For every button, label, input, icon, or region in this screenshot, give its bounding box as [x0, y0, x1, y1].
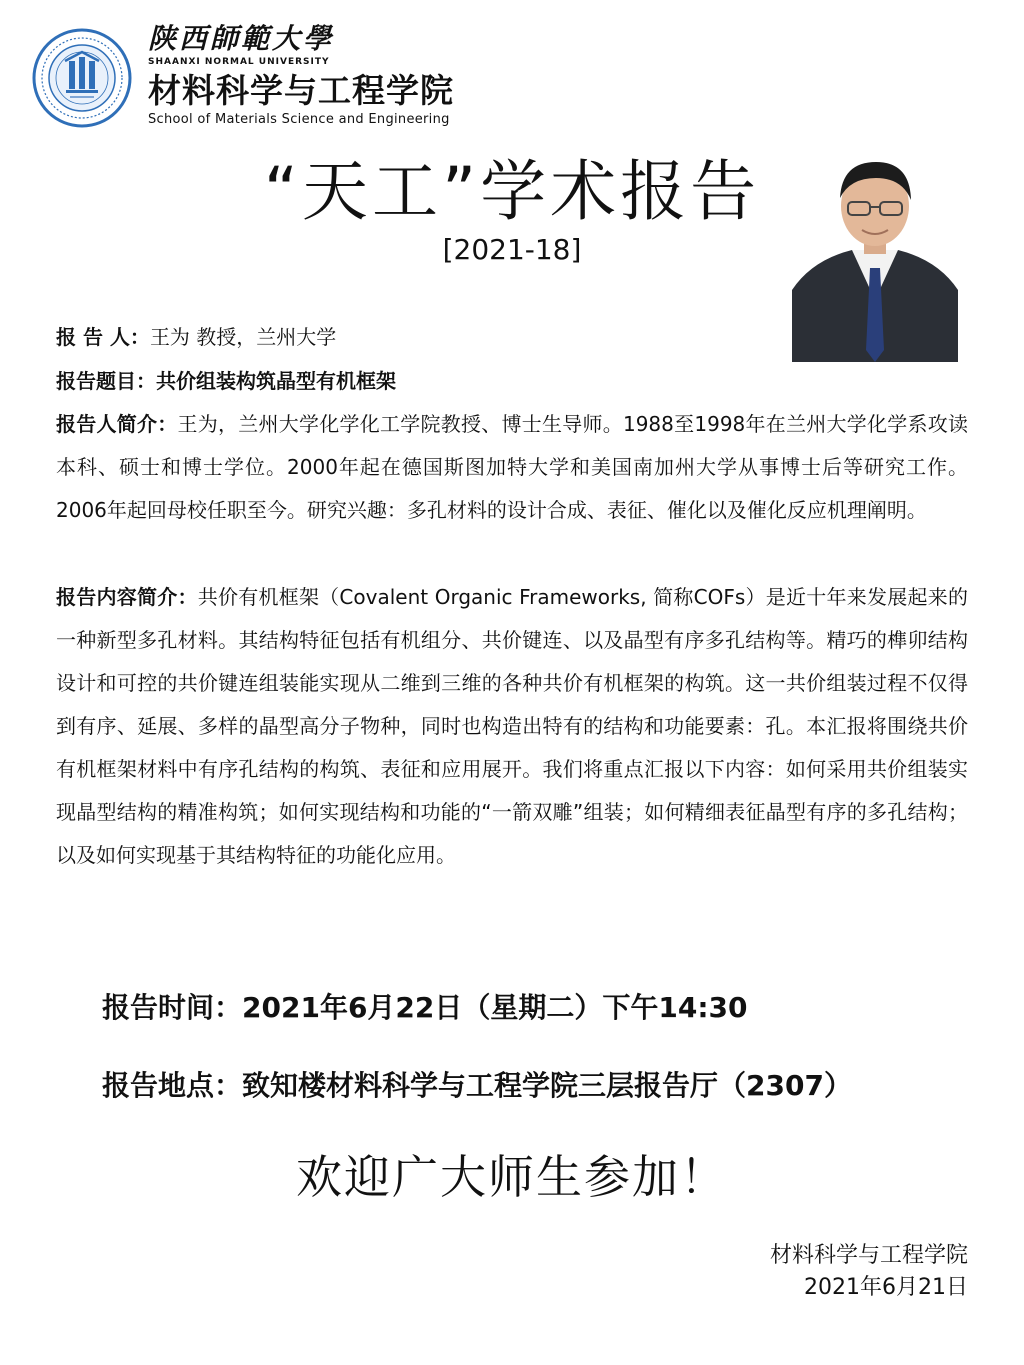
signature-block — [770, 1240, 968, 1304]
school-name-cn: 材料科学与工程学院 — [148, 71, 454, 110]
time-value: 2021年6月22日（星期二）下午14:30 — [242, 991, 748, 1024]
speaker-row — [56, 316, 968, 359]
signature-org: 材料科学与工程学院 — [769, 1243, 968, 1268]
bio-text: 王为，兰州大学化学化工学院教授、博士生导师。1988至1998年在兰州大学化学系攻读本科、硕士和博士学位。2000年起在德国斯图加特大学和美国南加州大学从事博士后等研究工作。2006年起回母校任职至今。研究兴趣：多孔材料的设计合成、表征、催化以及催化反应机理阐明。 — [56, 412, 969, 522]
place-label: 报告地点： — [102, 1069, 243, 1102]
time-label: 报告时间： — [102, 991, 243, 1024]
university-name-cn: 陕西師範大學 — [148, 22, 335, 55]
signature-date: 2021年6月21日 — [804, 1275, 968, 1300]
talk-time — [102, 988, 982, 1028]
speaker-label: 报 告 人： — [56, 325, 150, 349]
welcome-message: 欢迎广大师生参加！ — [296, 1150, 728, 1204]
talk-abstract — [56, 576, 968, 877]
topic-value: 共价组装构筑晶型有机框架 — [156, 369, 396, 393]
abstract-label: 报告内容简介： — [56, 585, 198, 609]
speaker-value: 王为 教授，兰州大学 — [149, 325, 337, 349]
place-value: 致知楼材料科学与工程学院三层报告厅（2307） — [242, 1069, 852, 1102]
abstract-text: 共价有机框架（Covalent Organic Frameworks, 简称COFs）是近十年来发展起来的一种新型多孔材料。其结构特征包括有机组分、共价键连、以及晶型有序多孔结构等。精巧的榫卯结构设计和可控的共价键连组装能实现从二维到三维的各种共价有机框架的构筑。这一共价组装过程不仅得到有序、延展、多样的晶型高分子物种，同时也构造出特有的结构和功能要素：孔。本汇报将围绕共价有机框架材料中有序孔结构的构筑、表征和应用展开。我们将重点汇报以下内容：如何采用共价组装实现晶型结构的精准构筑；如何实现结构和功能的“一箭双雕”组装；如何精细表征晶型有序的多孔结构；以及如何实现基于其结构特征的功能化应用。 — [56, 585, 968, 867]
topic-label: 报告题目： — [56, 369, 156, 393]
issue-number: [2021-18] — [442, 233, 582, 266]
topic-row — [56, 360, 968, 403]
logo-text-block — [148, 22, 454, 128]
bio-label: 报告人简介： — [56, 412, 178, 436]
university-emblem-icon — [32, 28, 132, 128]
talk-place — [102, 1066, 982, 1106]
page-title: “天工”学术报告 — [263, 153, 761, 230]
school-name-en: School of Materials Science and Engineering — [148, 112, 450, 127]
speaker-bio — [56, 403, 968, 532]
university-name-en: SHAANXI NORMAL UNIVERSITY — [148, 57, 330, 67]
